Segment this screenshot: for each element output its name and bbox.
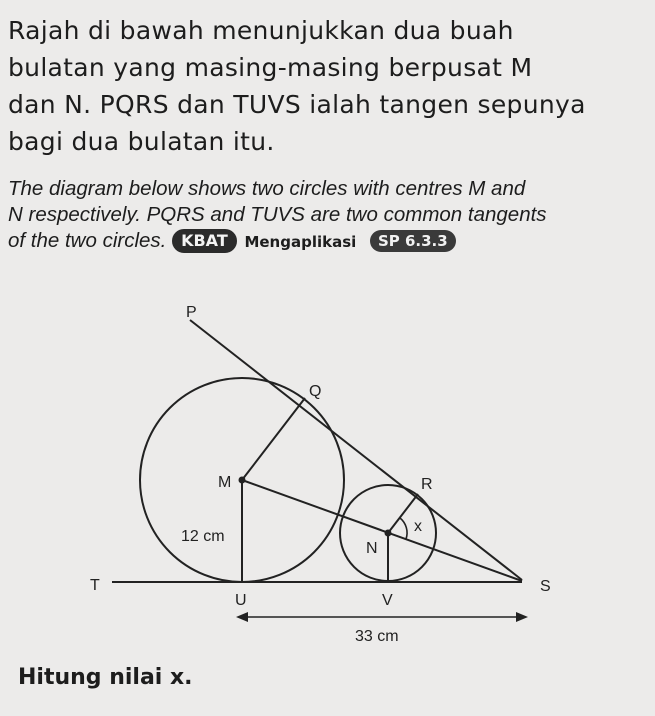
malay-line-4: bagi dua bulatan itu.: [8, 127, 275, 156]
measure-arrow-left: [236, 612, 248, 622]
kbat-badge: KBAT: [172, 229, 237, 253]
label-r: R: [421, 476, 433, 493]
label-v: V: [382, 592, 393, 609]
centre-n-dot: [385, 530, 392, 537]
malay-line-2: bulatan yang masing-masing berpusat M: [8, 53, 533, 82]
angle-x-arc: [400, 518, 407, 539]
english-line-1: The diagram below shows two circles with centres M and: [8, 177, 526, 200]
malay-line-1: Rajah di bawah menunjukkan dua buah: [8, 16, 514, 45]
angle-label: x: [414, 518, 422, 535]
radius-label: 12 cm: [181, 528, 225, 545]
tangent-pqrs: [190, 320, 522, 580]
mengaplikasi-label: Mengaplikasi: [244, 233, 357, 251]
label-t: T: [90, 577, 100, 594]
malay-line-3: dan N. PQRS dan TUVS ialah tangen sepunya: [8, 90, 586, 119]
label-q: Q: [309, 383, 322, 400]
radius-mq: [242, 398, 305, 480]
label-n: N: [366, 540, 378, 557]
label-s: S: [540, 578, 551, 595]
english-line-2: N respectively. PQRS and TUVS are two common tangents: [8, 203, 547, 226]
english-line-3-text: of the two circles.: [8, 229, 167, 252]
line-ms: [242, 480, 522, 581]
question-text: Hitung nilai x.: [18, 665, 193, 690]
distance-label: 33 cm: [355, 628, 399, 645]
label-m: M: [218, 474, 232, 491]
sp-badge: SP 6.3.3: [370, 230, 456, 252]
label-u: U: [235, 592, 247, 609]
measure-arrow-right: [516, 612, 528, 622]
label-p: P: [186, 304, 197, 321]
centre-m-dot: [239, 477, 246, 484]
